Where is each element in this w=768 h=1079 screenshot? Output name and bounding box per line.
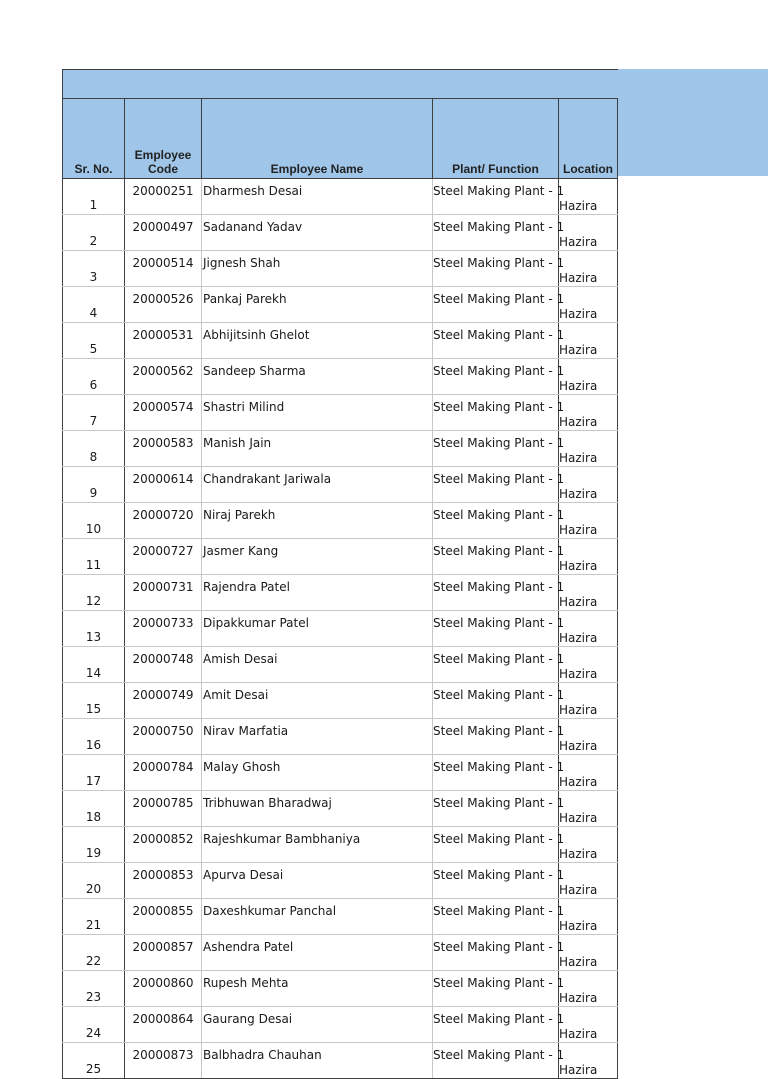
employee-name-cell[interactable]: Malay Ghosh: [202, 755, 433, 791]
table-row: [63, 215, 618, 251]
location-cell[interactable]: Hazira: [559, 647, 618, 683]
employee-code-cell[interactable]: 20000873: [125, 1043, 202, 1079]
table-row: [63, 827, 618, 863]
employee-name-cell[interactable]: Balbhadra Chauhan: [202, 1043, 433, 1079]
table-row: [63, 539, 618, 575]
table-row: [63, 503, 618, 539]
employee-name-cell[interactable]: Jignesh Shah: [202, 251, 433, 287]
employee-code-cell[interactable]: 20000514: [125, 251, 202, 287]
location-cell[interactable]: Hazira: [559, 935, 618, 971]
sr-no-cell[interactable]: 8: [63, 431, 125, 467]
location-cell[interactable]: Hazira: [559, 287, 618, 323]
employee-name-cell[interactable]: Niraj Parekh: [202, 503, 433, 539]
sr-no-cell[interactable]: 23: [63, 971, 125, 1007]
sr-no-cell[interactable]: 1: [63, 179, 125, 215]
employee-name-cell[interactable]: Tribhuwan Bharadwaj: [202, 791, 433, 827]
employee-name-cell[interactable]: Dharmesh Desai: [202, 179, 433, 215]
header-row: [63, 99, 618, 179]
employee-name-cell[interactable]: Nirav Marfatia: [202, 719, 433, 755]
location-cell[interactable]: Hazira: [559, 827, 618, 863]
location-cell[interactable]: Hazira: [559, 323, 618, 359]
sr-no-cell[interactable]: 25: [63, 1043, 125, 1079]
location-cell[interactable]: Hazira: [559, 683, 618, 719]
employee-name-cell[interactable]: Daxeshkumar Panchal: [202, 899, 433, 935]
sr-no-cell[interactable]: 16: [63, 719, 125, 755]
sr-no-cell[interactable]: 6: [63, 359, 125, 395]
employee-code-cell[interactable]: 20000720: [125, 503, 202, 539]
plant-function-cell[interactable]: Steel Making Plant - 1: [433, 611, 559, 647]
employee-name-cell[interactable]: Rajendra Patel: [202, 575, 433, 611]
location-cell[interactable]: Hazira: [559, 1043, 618, 1079]
table-row: [63, 431, 618, 467]
employee-code-cell[interactable]: 20000784: [125, 755, 202, 791]
employee-code-cell[interactable]: 20000727: [125, 539, 202, 575]
employee-name-cell[interactable]: Sandeep Sharma: [202, 359, 433, 395]
table-row: [63, 1043, 618, 1079]
location-cell[interactable]: Hazira: [559, 611, 618, 647]
table-body: [63, 179, 618, 1079]
employee-name-cell[interactable]: Pankaj Parekh: [202, 287, 433, 323]
location-cell[interactable]: Hazira: [559, 179, 618, 215]
table-row: [63, 863, 618, 899]
employee-name-cell[interactable]: Abhijitsinh Ghelot: [202, 323, 433, 359]
plant-function-cell[interactable]: Steel Making Plant - 1: [433, 1007, 559, 1043]
plant-function-cell[interactable]: Steel Making Plant - 1: [433, 287, 559, 323]
header-employee-name[interactable]: Employee Name: [202, 99, 433, 179]
location-cell[interactable]: Hazira: [559, 539, 618, 575]
table-row: [63, 899, 618, 935]
employee-name-cell[interactable]: Dipakkumar Patel: [202, 611, 433, 647]
plant-function-cell[interactable]: Steel Making Plant - 1: [433, 395, 559, 431]
sr-no-cell[interactable]: 24: [63, 1007, 125, 1043]
location-cell[interactable]: Hazira: [559, 359, 618, 395]
employee-name-cell[interactable]: Rupesh Mehta: [202, 971, 433, 1007]
sr-no-cell[interactable]: 19: [63, 827, 125, 863]
location-cell[interactable]: Hazira: [559, 215, 618, 251]
employee-name-cell[interactable]: Rajeshkumar Bambhaniya: [202, 827, 433, 863]
plant-function-cell[interactable]: Steel Making Plant - 1: [433, 179, 559, 215]
employee-code-cell[interactable]: 20000748: [125, 647, 202, 683]
employee-name-cell[interactable]: Gaurang Desai: [202, 1007, 433, 1043]
plant-function-cell[interactable]: Steel Making Plant - 1: [433, 755, 559, 791]
header-sr-no[interactable]: Sr. No.: [63, 99, 125, 179]
employee-code-cell[interactable]: 20000749: [125, 683, 202, 719]
employee-name-cell[interactable]: Amish Desai: [202, 647, 433, 683]
sr-no-cell[interactable]: 15: [63, 683, 125, 719]
plant-function-cell[interactable]: Steel Making Plant - 1: [433, 827, 559, 863]
plant-function-cell[interactable]: Steel Making Plant - 1: [433, 215, 559, 251]
plant-function-cell[interactable]: Steel Making Plant - 1: [433, 323, 559, 359]
employee-code-cell[interactable]: 20000562: [125, 359, 202, 395]
plant-function-cell[interactable]: Steel Making Plant - 1: [433, 719, 559, 755]
employee-table: [62, 69, 618, 1079]
title-row: [63, 70, 618, 99]
sr-no-cell[interactable]: 2: [63, 215, 125, 251]
sr-no-cell[interactable]: 5: [63, 323, 125, 359]
location-cell[interactable]: Hazira: [559, 755, 618, 791]
table-row: [63, 611, 618, 647]
employee-name-cell[interactable]: Ashendra Patel: [202, 935, 433, 971]
header-plant-function[interactable]: Plant/ Function: [433, 99, 559, 179]
employee-code-cell[interactable]: 20000497: [125, 215, 202, 251]
sr-no-cell[interactable]: 18: [63, 791, 125, 827]
plant-function-cell[interactable]: Steel Making Plant - 1: [433, 971, 559, 1007]
location-cell[interactable]: Hazira: [559, 251, 618, 287]
table-row: [63, 935, 618, 971]
location-cell[interactable]: Hazira: [559, 791, 618, 827]
employee-code-cell[interactable]: 20000733: [125, 611, 202, 647]
employee-name-cell[interactable]: Chandrakant Jariwala: [202, 467, 433, 503]
sr-no-cell[interactable]: 7: [63, 395, 125, 431]
employee-code-cell[interactable]: 20000852: [125, 827, 202, 863]
sr-no-cell[interactable]: 10: [63, 503, 125, 539]
plant-function-cell[interactable]: Steel Making Plant - 1: [433, 539, 559, 575]
title-cell[interactable]: [63, 70, 618, 99]
table-row: [63, 359, 618, 395]
employee-name-cell[interactable]: Manish Jain: [202, 431, 433, 467]
table-row: [63, 287, 618, 323]
employee-name-cell[interactable]: Shastri Milind: [202, 395, 433, 431]
plant-function-cell[interactable]: Steel Making Plant - 1: [433, 467, 559, 503]
sr-no-cell[interactable]: 3: [63, 251, 125, 287]
sr-no-cell[interactable]: 17: [63, 755, 125, 791]
table-row: [63, 323, 618, 359]
table-row: [63, 755, 618, 791]
plant-function-cell[interactable]: Steel Making Plant - 1: [433, 791, 559, 827]
sr-no-cell[interactable]: 13: [63, 611, 125, 647]
employee-code-cell[interactable]: 20000526: [125, 287, 202, 323]
employee-code-cell[interactable]: 20000574: [125, 395, 202, 431]
location-cell[interactable]: Hazira: [559, 971, 618, 1007]
table-row: [63, 179, 618, 215]
sr-no-cell[interactable]: 11: [63, 539, 125, 575]
plant-function-cell[interactable]: Steel Making Plant - 1: [433, 359, 559, 395]
location-cell[interactable]: Hazira: [559, 395, 618, 431]
sr-no-cell[interactable]: 20: [63, 863, 125, 899]
employee-code-cell[interactable]: 20000251: [125, 179, 202, 215]
location-cell[interactable]: Hazira: [559, 863, 618, 899]
table-row: [63, 467, 618, 503]
plant-function-cell[interactable]: Steel Making Plant - 1: [433, 647, 559, 683]
plant-function-cell[interactable]: Steel Making Plant - 1: [433, 431, 559, 467]
employee-code-cell[interactable]: 20000864: [125, 1007, 202, 1043]
header-employee-code-label: Employee Code: [134, 148, 192, 176]
sr-no-cell[interactable]: 9: [63, 467, 125, 503]
employee-code-cell[interactable]: 20000855: [125, 899, 202, 935]
location-cell[interactable]: Hazira: [559, 719, 618, 755]
location-cell[interactable]: Hazira: [559, 503, 618, 539]
employee-code-cell[interactable]: 20000785: [125, 791, 202, 827]
employee-code-cell[interactable]: 20000614: [125, 467, 202, 503]
plant-function-cell[interactable]: Steel Making Plant - 1: [433, 1043, 559, 1079]
location-cell[interactable]: Hazira: [559, 431, 618, 467]
sr-no-cell[interactable]: 12: [63, 575, 125, 611]
table-row: [63, 647, 618, 683]
table-row: [63, 251, 618, 287]
table-row: [63, 575, 618, 611]
plant-function-cell[interactable]: Steel Making Plant - 1: [433, 575, 559, 611]
employee-name-cell[interactable]: Jasmer Kang: [202, 539, 433, 575]
plant-function-cell[interactable]: Steel Making Plant - 1: [433, 899, 559, 935]
location-cell[interactable]: Hazira: [559, 899, 618, 935]
table-row: [63, 683, 618, 719]
sr-no-cell[interactable]: 14: [63, 647, 125, 683]
employee-code-cell[interactable]: 20000731: [125, 575, 202, 611]
table-row: [63, 1007, 618, 1043]
employee-code-cell[interactable]: 20000531: [125, 323, 202, 359]
employee-code-cell[interactable]: 20000853: [125, 863, 202, 899]
table-row: [63, 791, 618, 827]
sr-no-cell[interactable]: 22: [63, 935, 125, 971]
location-cell[interactable]: Hazira: [559, 467, 618, 503]
employee-code-cell[interactable]: 20000750: [125, 719, 202, 755]
sr-no-cell[interactable]: 4: [63, 287, 125, 323]
sr-no-cell[interactable]: 21: [63, 899, 125, 935]
employee-name-cell[interactable]: Apurva Desai: [202, 863, 433, 899]
employee-name-cell[interactable]: Sadanand Yadav: [202, 215, 433, 251]
header-fill-extension: [616, 98, 768, 176]
table-row: [63, 395, 618, 431]
employee-code-cell[interactable]: 20000583: [125, 431, 202, 467]
employee-name-cell[interactable]: Amit Desai: [202, 683, 433, 719]
employee-code-cell[interactable]: 20000857: [125, 935, 202, 971]
header-employee-code[interactable]: [125, 99, 202, 179]
table-row: [63, 719, 618, 755]
location-cell[interactable]: Hazira: [559, 575, 618, 611]
plant-function-cell[interactable]: Steel Making Plant - 1: [433, 935, 559, 971]
location-cell[interactable]: Hazira: [559, 1007, 618, 1043]
table-row: [63, 971, 618, 1007]
plant-function-cell[interactable]: Steel Making Plant - 1: [433, 863, 559, 899]
plant-function-cell[interactable]: Steel Making Plant - 1: [433, 503, 559, 539]
plant-function-cell[interactable]: Steel Making Plant - 1: [433, 683, 559, 719]
employee-code-cell[interactable]: 20000860: [125, 971, 202, 1007]
plant-function-cell[interactable]: Steel Making Plant - 1: [433, 251, 559, 287]
header-location[interactable]: Location: [559, 99, 618, 179]
